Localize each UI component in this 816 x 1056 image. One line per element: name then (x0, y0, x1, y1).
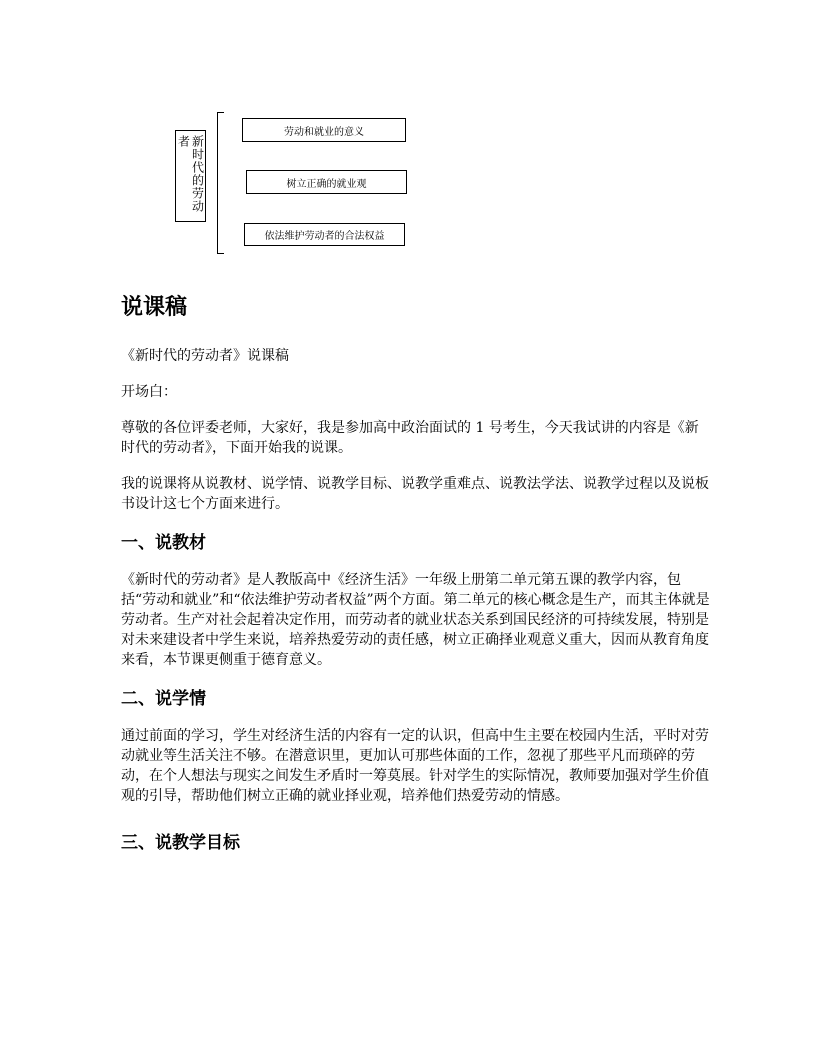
diagram-root-label: 新时代的劳动者 (176, 135, 205, 213)
opening-paragraph: 尊敬的各位评委老师，大家好，我是参加高中政治面试的 1 号考生，今天我试讲的内容是《新时代的劳动者》，下面开始我的说课。 (121, 420, 699, 456)
diagram-branch-2 (246, 170, 407, 194)
diagram-branch-3 (244, 223, 405, 246)
diagram-bracket (217, 112, 224, 254)
document-body (121, 290, 711, 870)
section-3-heading: 三、说教学目标 (121, 833, 240, 853)
diagram-branch-1 (242, 118, 406, 142)
document-subtitle: 《新时代的劳动者》说课稿 (121, 348, 289, 364)
section-1-heading: 一、说教材 (121, 533, 206, 553)
opening-label: 开场白： (121, 384, 177, 400)
section-1-paragraph: 《新时代的劳动者》是人教版高中《经济生活》一年级上册第二单元第五课的教学内容，包括“劳动和就业”和“依法维护劳动者权益”两个方面。第二单元的核心概念是生产，而其主体就是劳动者。生产对社会起着决定作用，而劳动者的就业状态关系到国民经济的可持续发展，特别是对未来建设者中学生来说，培养热爱劳动的责任感，树立正确择业观意义重大，因而从教育角度来看，本节课更侧重于德育意义。 (121, 572, 710, 668)
section-2-paragraph: 通过前面的学习，学生对经济生活的内容有一定的认识，但高中生主要在校园内生活，平时对劳动就业等生活关注不够。在潜意识里，更加认可那些体面的工作，忽视了那些平凡而琐碎的劳动，在个人想法与现实之间发生矛盾时一筹莫展。针对学生的实际情况，教师要加强对学生价值观的引导，帮助他们树立正确的就业择业观，培养他们热爱劳动的情感。 (121, 728, 709, 804)
document-title: 说课稿 (121, 295, 188, 320)
diagram-branch-3-label: 依法维护劳动者的合法权益 (264, 231, 385, 242)
intro-paragraph: 我的说课将从说教材、说学情、说教学目标、说教学重难点、说教法学法、说教学过程以及说板书设计这七个方面来进行。 (121, 476, 709, 512)
section-2-heading: 二、说学情 (121, 689, 206, 709)
diagram-branch-2-label: 树立正确的就业观 (286, 178, 367, 190)
diagram-root-box (175, 130, 206, 222)
diagram-branch-1-label: 劳动和就业的意义 (284, 126, 364, 138)
